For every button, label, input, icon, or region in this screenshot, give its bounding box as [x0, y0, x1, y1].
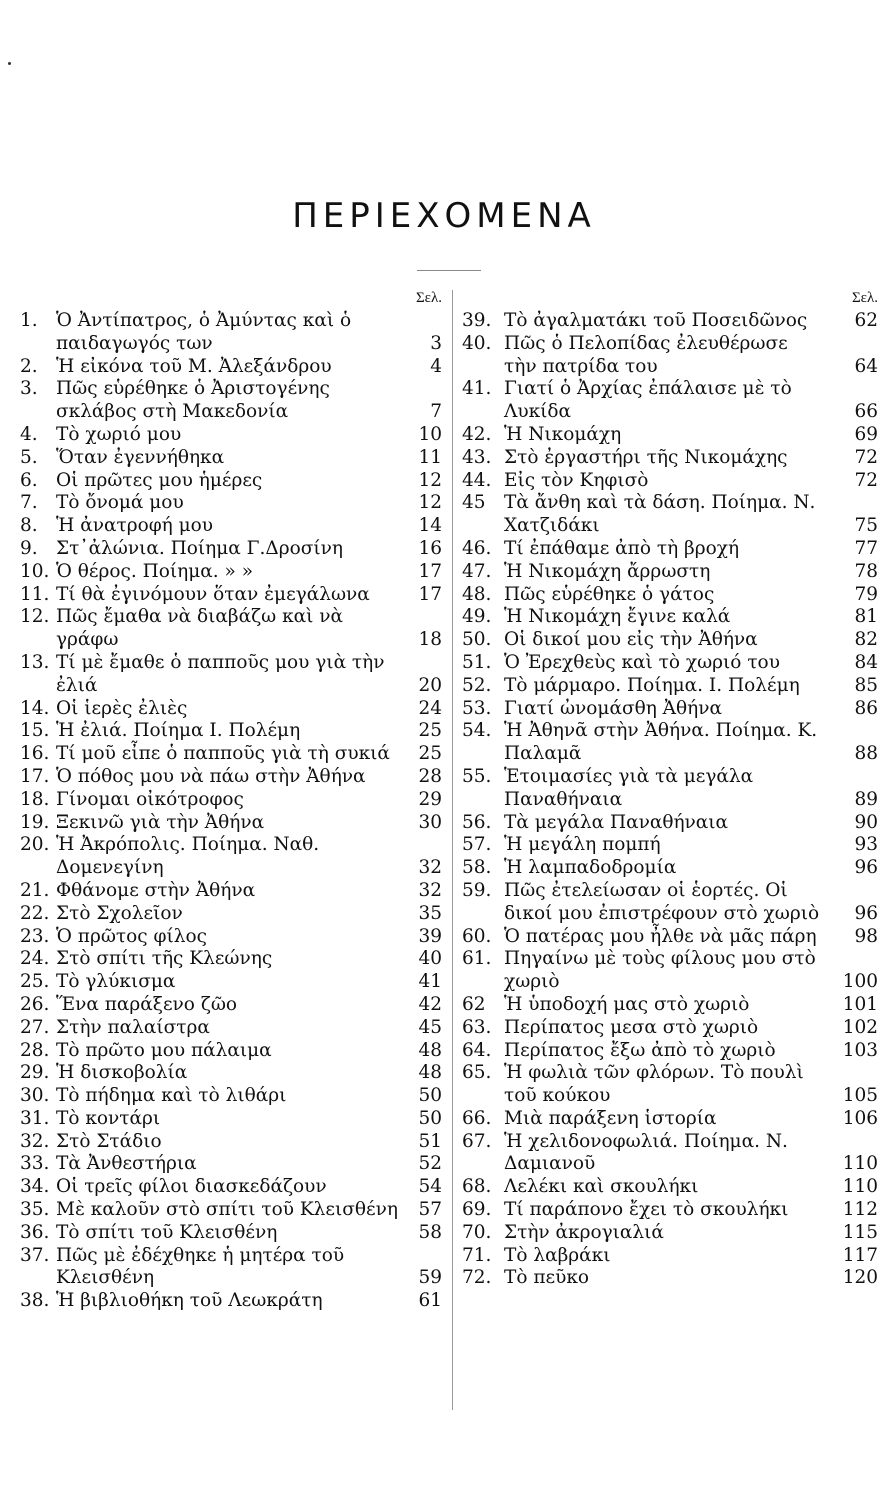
toc-entry: [20, 880, 450, 903]
entry-page: 69: [854, 423, 878, 445]
entry-title: Ἑτοιμασίες γιὰ τὰ μεγάλα Παναθήναια: [504, 765, 754, 810]
entry-title: Στὴν παλαίστρα: [56, 1016, 210, 1038]
entry-title: Ἕνα παράξενο ζῶο: [56, 993, 238, 1015]
entry-number: 19.: [20, 811, 50, 833]
entry-title: Ἡ χελιδονοφωλιά. Ποίημα. Ν. Δαμιανοῦ: [504, 1130, 788, 1175]
toc-entry: [20, 378, 450, 424]
entry-title: Ἡ μεγάλη πομπή: [504, 834, 661, 856]
toc-entry: [462, 629, 878, 652]
entry-number: 17.: [20, 765, 50, 787]
entry-page: 72: [854, 469, 878, 491]
toc-entry: [20, 1176, 450, 1199]
entry-page: 32: [418, 857, 442, 879]
entry-number: 55.: [462, 765, 492, 787]
entry-page: 78: [854, 560, 878, 582]
entry-title: Οἱ ἱερὲς ἐλιὲς: [56, 697, 188, 719]
entry-page: 115: [842, 1221, 878, 1243]
entry-title: Ἡ Ἀθηνᾶ στὴν Ἀθήνα. Ποίημα. Κ. Παλαμᾶ: [504, 720, 818, 765]
toc-entry: [462, 948, 878, 994]
entry-title: Ὅταν ἐγεννήθηκα: [56, 446, 225, 468]
toc-entry: [20, 766, 450, 789]
entry-number: 69.: [462, 1199, 492, 1221]
entry-number: 61.: [462, 948, 492, 970]
entry-title: Πῶς εὑρέθηκε ὁ Ἀριστογένης σκλάβος στὴ Μακεδονία: [56, 378, 330, 423]
toc-entry: [20, 515, 450, 538]
toc-entry: [20, 1131, 450, 1154]
entry-page: 112: [842, 1199, 878, 1221]
entry-title: Τὰ Ἀνθεστήρια: [56, 1153, 197, 1175]
toc-entry: [462, 651, 878, 675]
entry-number: 11.: [20, 583, 50, 605]
toc-entry: [462, 378, 878, 424]
entry-number: 35.: [20, 1199, 50, 1221]
toc-entry: [20, 1085, 450, 1108]
entry-title: Τὸ γλύκισμα: [56, 971, 176, 993]
entry-page: 102: [842, 1016, 878, 1038]
entry-page: 101: [842, 993, 878, 1015]
entry-title: Μιὰ παράξενη ἱστορία: [504, 1107, 717, 1129]
column-divider: [452, 290, 453, 1410]
toc-entry: [462, 1039, 878, 1063]
entry-title: Ὁ θέρος. Ποίημα. » »: [56, 560, 254, 582]
entry-title: Ἡ ὑποδοχή μας στὸ χωριὸ: [504, 993, 750, 1015]
entry-number: 2.: [20, 355, 38, 377]
entry-title: Ὁ πόθος μου νὰ πάω στὴν Ἀθήνα: [56, 765, 366, 787]
entry-title: Πῶς μὲ ἐδέχθηκε ἡ μητέρα τοῦ Κλεισθένη: [56, 1244, 345, 1289]
entry-title: Μὲ καλοῦν στὸ σπίτι τοῦ Κλεισθένη: [56, 1199, 398, 1221]
toc-entry: [462, 446, 878, 470]
toc-entry: [462, 537, 878, 561]
toc-entry: [20, 834, 450, 880]
entry-page: 98: [854, 925, 878, 947]
entry-page: 89: [854, 788, 878, 810]
toc-entry: [462, 1176, 878, 1199]
toc-entry: [462, 1130, 878, 1177]
entry-title: Οἱ τρεῖς φίλοι διασκεδάζουν: [56, 1176, 327, 1198]
toc-entry: [462, 811, 878, 835]
entry-page: 25: [418, 720, 442, 742]
entry-page: 35: [418, 902, 442, 924]
entry-number: 56.: [462, 811, 492, 833]
entry-page: 110: [842, 1153, 878, 1175]
entry-number: 52.: [462, 674, 492, 696]
entry-number: 8.: [20, 515, 38, 537]
entry-page: 57: [418, 1199, 442, 1221]
entry-number: 71.: [462, 1244, 492, 1266]
toc-entry: [462, 423, 878, 447]
entry-page: 50: [418, 1085, 442, 1107]
toc-entry: [20, 1062, 450, 1085]
entry-title: Στ᾿ἀλώνια. Ποίημα Γ.Δροσίνη: [56, 537, 343, 559]
entry-page: 103: [842, 1039, 878, 1061]
entry-page: 84: [854, 651, 878, 673]
entry-page: 81: [854, 606, 878, 628]
entry-title: Τί μὲ ἔμαθε ὁ παπποῦς μου γιὰ τὴν ἐλιά: [56, 651, 385, 696]
entry-title: Ὁ πατέρας μου ἦλθε νὰ μᾶς πάρη: [504, 925, 817, 947]
entry-page: 32: [418, 879, 442, 901]
entry-title: Ἡ βιβλιοθήκη τοῦ Λεωκράτη: [56, 1290, 323, 1312]
entry-page: 59: [418, 1267, 442, 1289]
entry-number: 36.: [20, 1221, 50, 1243]
toc-entry: [462, 1107, 878, 1131]
entry-number: 64.: [462, 1039, 492, 1061]
entry-title: Τὸ λαβράκι: [504, 1244, 611, 1266]
entry-title: Στὸ ἐργαστήρι τῆς Νικομάχης: [504, 446, 788, 468]
entry-page: 72: [854, 446, 878, 468]
toc-entry: [20, 1290, 450, 1313]
entry-page: 54: [418, 1176, 442, 1198]
toc-entry: [20, 903, 450, 926]
toc-entry: [462, 674, 878, 698]
toc-entry: [20, 926, 450, 949]
entry-number: 1.: [20, 310, 38, 331]
toc-entry: [20, 743, 450, 766]
entry-title: Πῶς εὑρέθηκε ὁ γάτος: [504, 583, 715, 605]
entry-title: Περίπατος μεσα στὸ χωριὸ: [504, 1016, 759, 1038]
entry-title: Ξεκινῶ γιὰ τὴν Ἀθήνα: [56, 811, 265, 833]
entry-number: 44.: [462, 469, 492, 491]
entry-number: 41.: [462, 378, 492, 400]
entry-title: Στὴν ἀκρογιαλιά: [504, 1221, 664, 1243]
entry-title: Τὸ μάρμαρο. Ποίημα. Ι. Πολέμη: [504, 674, 800, 696]
entry-page: 17: [418, 560, 442, 582]
entry-page: 10: [418, 423, 442, 445]
entry-title: Λελέκι καὶ σκουλήκι: [504, 1176, 699, 1198]
entry-page: 105: [842, 1085, 878, 1107]
toc-entry: [20, 538, 450, 561]
entry-title: Ἡ ἐλιά. Ποίημα Ι. Πολέμη: [56, 720, 301, 742]
entry-title: Πῶς ὁ Πελοπίδας ἐλευθέρωσε τὴν πατρίδα του: [504, 332, 788, 377]
entry-number: 68.: [462, 1176, 492, 1198]
entry-number: 26.: [20, 993, 50, 1015]
entry-page: 29: [418, 788, 442, 810]
entry-title: Ἡ εἰκόνα τοῦ Μ. Ἀλεξάνδρου: [56, 355, 332, 377]
toc-entry: [20, 698, 450, 721]
entry-title: Τί παράπονο ἔχει τὸ σκουλήκι: [504, 1199, 789, 1221]
entry-title: Τὰ ἄνθη καὶ τὰ δάση. Ποίημα. Ν. Χατζιδάκι: [504, 492, 816, 537]
entry-page: 96: [854, 857, 878, 879]
entry-page: 82: [854, 629, 878, 651]
entry-title: Τὸ ὄνομά μου: [56, 492, 184, 514]
entry-number: 38.: [20, 1290, 50, 1312]
entry-title: Στὸ Στάδιο: [56, 1130, 162, 1152]
toc-entry: [20, 1153, 450, 1176]
toc-entry: [462, 1221, 878, 1245]
entry-page: 39: [418, 925, 442, 947]
entry-page: 25: [418, 743, 442, 765]
entry-page: 88: [854, 743, 878, 765]
entry-page: 3: [430, 332, 442, 354]
entry-number: 58.: [462, 857, 492, 879]
toc-entry: [462, 1016, 878, 1040]
entry-number: 28.: [20, 1039, 50, 1061]
entry-page: 86: [854, 697, 878, 719]
entry-title: Ἡ ἀνατροφή μου: [56, 515, 214, 537]
entry-title: Τί ἐπάθαμε ἀπὸ τὴ βροχή: [504, 537, 740, 559]
entry-number: 14.: [20, 697, 50, 719]
toc-entry: [462, 469, 878, 493]
entry-page: 96: [854, 902, 878, 924]
toc-entry: [462, 332, 878, 379]
entry-title: Οἱ δικοί μου εἰς τὴν Ἀθήνα: [504, 629, 758, 651]
toc-entry: [20, 1222, 450, 1245]
entry-number: 40.: [462, 332, 492, 354]
entry-title: Ἡ Ἀκρόπολις. Ποίημα. Ναθ. Δομενεγίνη: [56, 834, 320, 879]
entry-title: Τὸ χωριό μου: [56, 423, 182, 445]
toc-entry: [462, 720, 878, 766]
entry-number: 57.: [462, 834, 492, 856]
entry-number: 30.: [20, 1085, 50, 1107]
entry-page: 61: [418, 1290, 442, 1312]
toc-entry: [462, 583, 878, 607]
entry-number: 13.: [20, 651, 50, 673]
entry-title: Φθάνομε στὴν Ἀθήνα: [56, 879, 256, 901]
entry-number: 6.: [20, 469, 38, 491]
entry-page: 66: [854, 401, 878, 423]
entry-title: Τὸ σπίτι τοῦ Κλεισθένη: [56, 1221, 278, 1243]
entry-number: 10.: [20, 560, 50, 582]
entry-number: 53.: [462, 697, 492, 719]
entry-number: 24.: [20, 948, 50, 970]
entry-number: 4.: [20, 423, 38, 445]
toc-entry: [462, 993, 878, 1017]
toc-list-left: [20, 310, 450, 1313]
entry-title: Ἡ Νικομάχη: [504, 423, 622, 445]
entry-number: 20.: [20, 834, 50, 856]
entry-page: 14: [418, 515, 442, 537]
entry-title: Πῶς ἐτελείωσαν οἱ ἑορτές. Οἱ δικοί μου ἐπιστρέφουν στὸ χωριὸ: [504, 879, 820, 924]
entry-title: Πηγαίνω μὲ τοὺς φίλους μου στὸ χωριὸ: [504, 948, 816, 993]
toc-entry: [462, 1267, 878, 1290]
entry-title: Οἱ πρῶτες μου ἡμέρες: [56, 469, 263, 491]
entry-page: 75: [854, 515, 878, 537]
toc-entry: [462, 492, 878, 538]
entry-number: 65.: [462, 1062, 492, 1084]
entry-number: 70.: [462, 1221, 492, 1243]
entry-page: 62: [854, 310, 878, 331]
entry-title: Ἡ Νικομάχη ἔγινε καλά: [504, 606, 731, 628]
entry-page: 20: [418, 674, 442, 696]
entry-title: Γίνομαι οἰκότροφος: [56, 788, 244, 810]
toc-entry: [20, 606, 450, 652]
entry-number: 27.: [20, 1016, 50, 1038]
entry-title: Ὁ πρῶτος φίλος: [56, 925, 207, 947]
toc-entry: [20, 1040, 450, 1063]
toc-entry: [462, 310, 878, 333]
toc-entry: [20, 470, 450, 493]
page-column-label-right: Σελ.: [851, 290, 878, 306]
entry-number: 54.: [462, 720, 492, 742]
toc-entry: [462, 606, 878, 629]
page-title: ΠΕΡΙΕΧΟΜΕΝΑ: [292, 196, 596, 236]
entry-page: 93: [854, 834, 878, 856]
entry-number: 15.: [20, 720, 50, 742]
toc-entry: [20, 948, 450, 971]
entry-title: Ἡ φωλιὰ τῶν φλόρων. Τὸ πουλὶ τοῦ κούκου: [504, 1062, 804, 1107]
entry-number: 72.: [462, 1267, 492, 1289]
entry-number: 3.: [20, 378, 38, 400]
entry-number: 67.: [462, 1130, 492, 1152]
entry-page: 17: [418, 583, 442, 605]
entry-page: 18: [418, 629, 442, 651]
toc-entry: [20, 789, 450, 812]
entry-page: 41: [418, 971, 442, 993]
entry-page: 40: [418, 948, 442, 970]
page-column-label-left: Σελ.: [415, 290, 442, 306]
entry-page: 77: [854, 537, 878, 559]
entry-title: Πῶς ἔμαθα νὰ διαβάζω καὶ νὰ γράφω: [56, 606, 344, 651]
toc-entry: [20, 447, 450, 470]
toc-entry: [20, 310, 450, 356]
entry-title: Τί μοῦ εἶπε ὁ παπποῦς γιὰ τὴ συκιά: [56, 743, 390, 765]
toc-entry: [20, 1017, 450, 1040]
toc-entry: [462, 1062, 878, 1108]
entry-number: 7.: [20, 492, 38, 514]
entry-title: Περίπατος ἔξω ἀπὸ τὸ χωριὸ: [504, 1039, 776, 1061]
entry-title: Τὰ μεγάλα Παναθήναια: [504, 811, 729, 833]
entry-page: 90: [854, 811, 878, 833]
toc-entry: [20, 1199, 450, 1222]
toc-entry: [462, 879, 878, 926]
title-rule: [417, 270, 481, 271]
entry-page: 24: [418, 697, 442, 719]
toc-entry: [20, 994, 450, 1017]
toc-entry: [20, 1245, 450, 1291]
toc-entry: [462, 834, 878, 857]
entry-number: 46.: [462, 537, 492, 559]
entry-page: 100: [842, 971, 878, 993]
toc-entry: [462, 1244, 878, 1268]
entry-page: 30: [418, 811, 442, 833]
entry-number: 34.: [20, 1176, 50, 1198]
entry-title: Γιατί ὠνομάσθη Ἀθήνα: [504, 697, 722, 719]
toc-entry: [20, 720, 450, 743]
entry-title: Ἡ λαμπαδοδρομία: [504, 857, 677, 879]
entry-number: 29.: [20, 1062, 50, 1084]
speck: [8, 62, 11, 65]
entry-page: 12: [418, 492, 442, 514]
entry-number: 32.: [20, 1130, 50, 1152]
toc-entry: [20, 1108, 450, 1131]
entry-title: Ὁ Ἐρεχθεὺς καὶ τὸ χωριό του: [504, 651, 780, 673]
entry-number: 50.: [462, 629, 492, 651]
entry-page: 117: [842, 1244, 878, 1266]
entry-number: 22.: [20, 902, 50, 924]
entry-title: Ἡ δισκοβολία: [56, 1062, 188, 1084]
entry-page: 79: [854, 583, 878, 605]
entry-page: 12: [418, 469, 442, 491]
entry-number: 39.: [462, 310, 492, 331]
toc-entry: [462, 560, 878, 584]
entry-page: 110: [842, 1176, 878, 1198]
entry-title: Ὁ Ἀντίπατρος, ὁ Ἀμύντας καὶ ὁ παιδαγωγός των: [56, 310, 352, 354]
entry-page: 16: [418, 537, 442, 559]
entry-number: 12.: [20, 606, 50, 628]
entry-number: 60.: [462, 925, 492, 947]
toc-entry: [20, 492, 450, 515]
entry-title: Στὸ σπίτι τῆς Κλεώνης: [56, 948, 273, 970]
entry-number: 43.: [462, 446, 492, 468]
entry-number: 42.: [462, 423, 492, 445]
entry-page: 45: [418, 1016, 442, 1038]
entry-number: 59.: [462, 879, 492, 901]
entry-number: 63.: [462, 1016, 492, 1038]
entry-number: 66.: [462, 1107, 492, 1129]
toc-entry: [20, 561, 450, 584]
entry-page: 28: [418, 765, 442, 787]
entry-number: 21.: [20, 879, 50, 901]
entry-number: 33.: [20, 1153, 50, 1175]
entry-page: 42: [418, 993, 442, 1015]
entry-page: 64: [854, 355, 878, 377]
entry-number: 5.: [20, 446, 38, 468]
entry-page: 11: [418, 446, 442, 468]
toc-entry: [20, 652, 450, 698]
entry-number: 25.: [20, 971, 50, 993]
entry-title: Τὸ πρῶτο μου πάλαιμα: [56, 1039, 272, 1061]
entry-title: Τὸ πήδημα καὶ τὸ λιθάρι: [56, 1085, 287, 1107]
entry-page: 50: [418, 1107, 442, 1129]
entry-page: 7: [430, 401, 442, 423]
entry-page: 120: [842, 1267, 878, 1289]
toc-entry: [462, 1199, 878, 1222]
entry-title: Τὸ πεῦκο: [504, 1267, 590, 1289]
entry-number: 51.: [462, 651, 492, 673]
entry-title: Τί θὰ ἐγινόμουν ὅταν ἐμεγάλωνα: [56, 583, 370, 605]
toc-entry: [462, 925, 878, 949]
entry-title: Τὸ κοντάρι: [56, 1107, 161, 1129]
entry-title: Εἰς τὸν Κηφισὸ: [504, 469, 649, 491]
entry-page: 48: [418, 1062, 442, 1084]
toc-entry: [20, 424, 450, 447]
entry-number: 49.: [462, 606, 492, 628]
entry-number: 9.: [20, 537, 38, 559]
entry-title: Γιατί ὁ Ἀρχίας ἐπάλαισε μὲ τὸ Λυκίδα: [504, 378, 792, 423]
entry-number: 48.: [462, 583, 492, 605]
entry-title: Τὸ ἀγαλματάκι τοῦ Ποσειδῶνος: [504, 310, 808, 331]
entry-page: 106: [842, 1107, 878, 1129]
entry-number: 45: [462, 492, 486, 514]
entry-number: 47.: [462, 560, 492, 582]
entry-number: 62: [462, 993, 486, 1015]
entry-page: 52: [418, 1153, 442, 1175]
entry-number: 31.: [20, 1107, 50, 1129]
toc-entry: [20, 356, 450, 379]
toc-entry: [462, 765, 878, 812]
entry-page: 51: [418, 1130, 442, 1152]
toc-entry: [20, 812, 450, 835]
toc-entry: [462, 697, 878, 721]
toc-list-right: [462, 310, 878, 1290]
entry-page: 48: [418, 1039, 442, 1061]
entry-number: 16.: [20, 743, 50, 765]
entry-number: 18.: [20, 788, 50, 810]
entry-title: Ἡ Νικομάχη ἄρρωστη: [504, 560, 711, 582]
entry-title: Στὸ Σχολεῖον: [56, 902, 183, 924]
entry-number: 23.: [20, 925, 50, 947]
entry-page: 4: [430, 355, 442, 377]
entry-page: 85: [854, 674, 878, 696]
toc-entry: [20, 971, 450, 994]
toc-entry: [462, 857, 878, 880]
entry-page: 58: [418, 1221, 442, 1243]
entry-number: 37.: [20, 1244, 50, 1266]
toc-entry: [20, 584, 450, 607]
